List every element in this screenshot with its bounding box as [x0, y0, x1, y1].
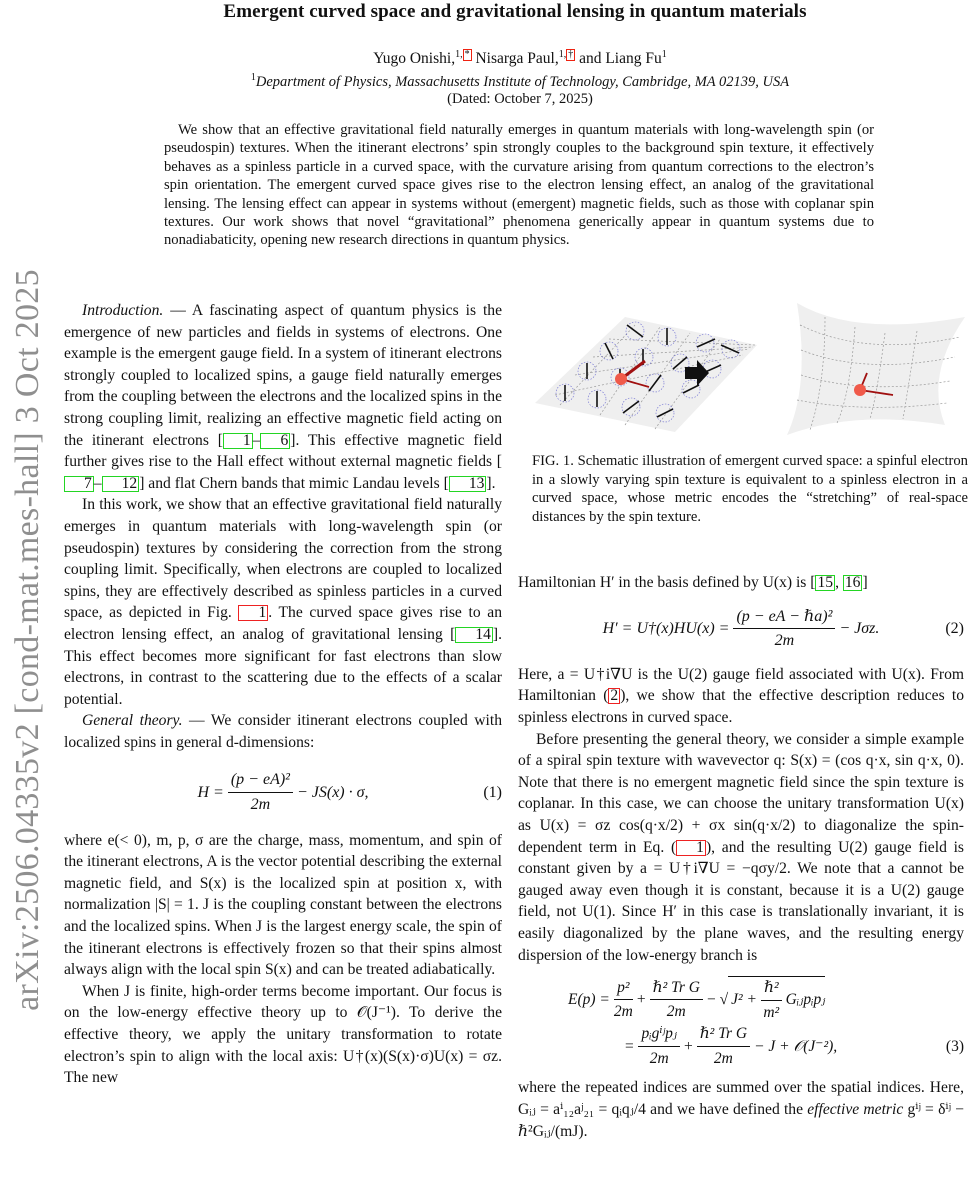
affil-marker: 1, [455, 49, 463, 60]
equation-number: (2) [945, 619, 964, 637]
citation-link[interactable]: 16 [844, 574, 861, 591]
equation-link[interactable]: 2 [610, 687, 619, 705]
fraction: $\frac{\text{(p − eA − ℏa)²}}{2m}$ [733, 606, 835, 652]
citation-link[interactable]: 12 [102, 476, 140, 492]
equation-number: (3) [945, 1037, 964, 1055]
equation-link[interactable]: 1 [676, 840, 706, 856]
citation-link[interactable]: 14 [455, 627, 493, 643]
paper-title: Emergent curved space and gravitational lensing in quantum materials [223, 1, 807, 22]
theory-paragraph-2: where e(< 0), m, p, σ are the charge, mass, momentum, and spin of the itinerant electrons, A is the vector potential describing the external magnetic field, and S(x) is the localized spin at position x, with normalization |S| = 1. J is the coupling constant between the electrons and the localized spins. When J is the largest energy scale, the spin of the itinerant electrons is effectively frozen so that their spins almost always align with the local spin S(x) and can be treated adiabatically. [64, 831, 502, 979]
affil-marker: 1 [250, 72, 256, 83]
equation-3 [518, 976, 964, 1069]
citation-link[interactable]: 13 [449, 476, 487, 492]
section-head-introduction: Introduction. [82, 302, 164, 319]
arxiv-id-text: arXiv:2506.04335v2 [cond-mat.mes-hall] 3 Oct 2025 [9, 269, 47, 1011]
equation-1: H = $\frac{\text{(p − eA)²}}{2m}$ − JS(x) · σ, (1) [64, 769, 502, 815]
caption-label: FIG. 1. [532, 453, 574, 469]
figure-1 [525, 295, 970, 445]
equation-2: H′ = U†(x)HU(x) = $\frac{\text{(p − eA − ℏa)²}}{2m}$ − Jσz. (2) [518, 606, 964, 652]
affil-marker: 1, [558, 49, 567, 60]
intro-paragraph-2: In this work, we show that an effective gravitational field naturally emerges in quantum materials with long-wavelength spin (or pseudospin) textures by considering the correction from the strong coupling limit. Specifically, when electrons are coupled to localized spins, they are effectively described as spinless particles in a curved space, as depicted in Fig. 1 . The curved space gives rise to an electron lensing effect, an analog of gravitational lensing [ 14 ]. This effect becomes more significant for fast electrons than slow electrons, in contrast to the scattering due to the effects of a scalar potential. [64, 496, 502, 708]
gauge-field-paragraph: Here, a = U†i∇U is the U(2) gauge field associated with U(x). From Hamiltonian ( 2 ), we show that the effective description reduces to spinless electrons in curved space. [518, 665, 965, 726]
date-line: (Dated: October 7, 2025) [447, 91, 593, 107]
fraction: $\frac{\text{(p − eA)²}}{2m}$ [228, 769, 293, 815]
section-head-general-theory: General theory. [82, 712, 183, 730]
hamiltonian-intro: Hamiltonian H′ in the basis defined by U(x) is [ 15 , 16 ] [518, 574, 868, 591]
abstract: We show that an effective gravitational field naturally emerges in quantum materials with long-wavelength spin (or pseudospin) textures. When the itinerant electrons’ spin strongly couples to the background spin texture, it effectively behaves as a spinless particle in a curved space, with the curvature arising from quantum corrections to the electron’s spin orientation. The emergent curved space gives rise to the electron lensing effect, an analog of the gravitational lensing. The lensing effect can appear in systems without (emergent) magnetic fields, such as those with coplanar spin textures. Our work shows that novel “gravitational” phenomena generically appear in quantum systems due to nonadiabaticity, opening new research directions in quantum physics. [164, 122, 874, 249]
citation-link[interactable]: 1 [223, 433, 253, 449]
left-column [64, 300, 502, 1089]
right-column [518, 572, 964, 1142]
emphasis-effective-metric: effective metric [807, 1101, 904, 1119]
equation-number: (1) [483, 783, 502, 801]
theory-paragraph-1: General theory. — We consider itinerant electrons coupled with localized spins in general d-dimensions: [64, 712, 502, 751]
equation-3-line-2: = $\frac{\text{pᵢgⁱʲpⱼ}}{2m}$ + $\frac{\text{ℏ² Tr G}}{2m}$ − J + 𝒪(J⁻²), (3) [624, 1025, 964, 1067]
author-list [0, 45, 970, 69]
author-name: Nisarga Paul, [475, 50, 559, 68]
arxiv-identifier-stamp [2, 200, 54, 1080]
citation-link[interactable]: 6 [260, 433, 290, 449]
curved-space-surface [787, 303, 965, 435]
footnote-link[interactable]: * [464, 49, 470, 60]
theory-paragraph-3: When J is finite, high-order terms become important. Our focus is on the low-energy effective theory up to 𝒪(J⁻¹). To derive the effective theory, we apply the unitary transformation to rotate electron’s spin to align with the local axis: U†(x)(S(x)·σ)U(x) = σz. The new [64, 982, 502, 1087]
affiliation-text: Department of Physics, Massachusetts Institute of Technology, Cambridge, MA 02139, USA [255, 73, 790, 90]
electron-sphere [854, 384, 866, 396]
citation-link[interactable]: 15 [817, 574, 834, 591]
figure-caption: FIG. 1. Schematic illustration of emergent curved space: a spinful electron in a slowly varying spin texture is equivalent to a spinless electron in a curved space, whose metric encodes the “stretching” of real-space distances by the spin texture. [532, 453, 968, 525]
author-name: and Liang Fu [579, 50, 662, 68]
footnote-link[interactable]: † [568, 49, 574, 60]
electron-sphere [615, 373, 627, 385]
flat-spin-lattice [535, 317, 757, 432]
citation-link[interactable]: 7 [64, 476, 94, 492]
equation-3-line-1: E(p) = $\frac{\text{p²}}{2m}$ + $\frac{\text{ℏ² Tr G}}{2m}$ − √ J² + $\frac{\text{ℏ²}}{\text{m²}}$ Gᵢⱼpᵢpⱼ [518, 976, 964, 1023]
spiral-example-paragraph: Before presenting the general theory, we consider a simple example of a spiral spin texture with wavevector q: S(x) = (cos q·x, sin q·x, 0). Note that there is no emergent magnetic field since the spin texture is coplanar. In this case, we can choose the unitary transformation U(x) as U(x) = σz cos(q·x/2) + σx sin(q·x/2) to diagonalize the spin-dependent term in Eq. ( 1 ), and the resulting U(2) gauge field is constant given by a = U†i∇U = −qσy/2. We note that a cannot be gauged away even though it is constant, because it is a U(2) gauge field, not U(1). Since H′ in this case is translationally invariant, it is easily diagonalized by the plane waves, and the resulting energy dispersion of the low-energy branch is [518, 730, 964, 964]
metric-definition-paragraph: where the repeated indices are summed over the spatial indices. Here, Gᵢⱼ = aⁱ₁₂aʲ₂₁ = qᵢqⱼ/4 and we have defined the effective metric gⁱʲ = δⁱʲ − ℏ²Gᵢⱼ/(mJ). [518, 1079, 964, 1140]
affil-marker: 1 [661, 49, 667, 60]
spin-texture-illustration [525, 295, 970, 445]
intro-paragraph-1: Introduction. — A fascinating aspect of quantum physics is the emergence of new particles and fields in systems of electrons. One example is the emergent gauge field. In a system of itinerant electrons strongly coupled to localized spins, a gauge field naturally emerges from the coupling between the electrons and the localized spins in the strong coupling limit, realizing an effective magnetic field acting on the itinerant electrons [ 1 – 6 ]. This effective magnetic field further gives rise to the Hall effect without external magnetic fields [7 – 12 ] and flat Chern bands that mimic Landau levels [ 13 ]. [64, 302, 502, 492]
author-name: Yugo Onishi, [373, 50, 456, 68]
figure-link[interactable]: 1 [238, 605, 268, 621]
